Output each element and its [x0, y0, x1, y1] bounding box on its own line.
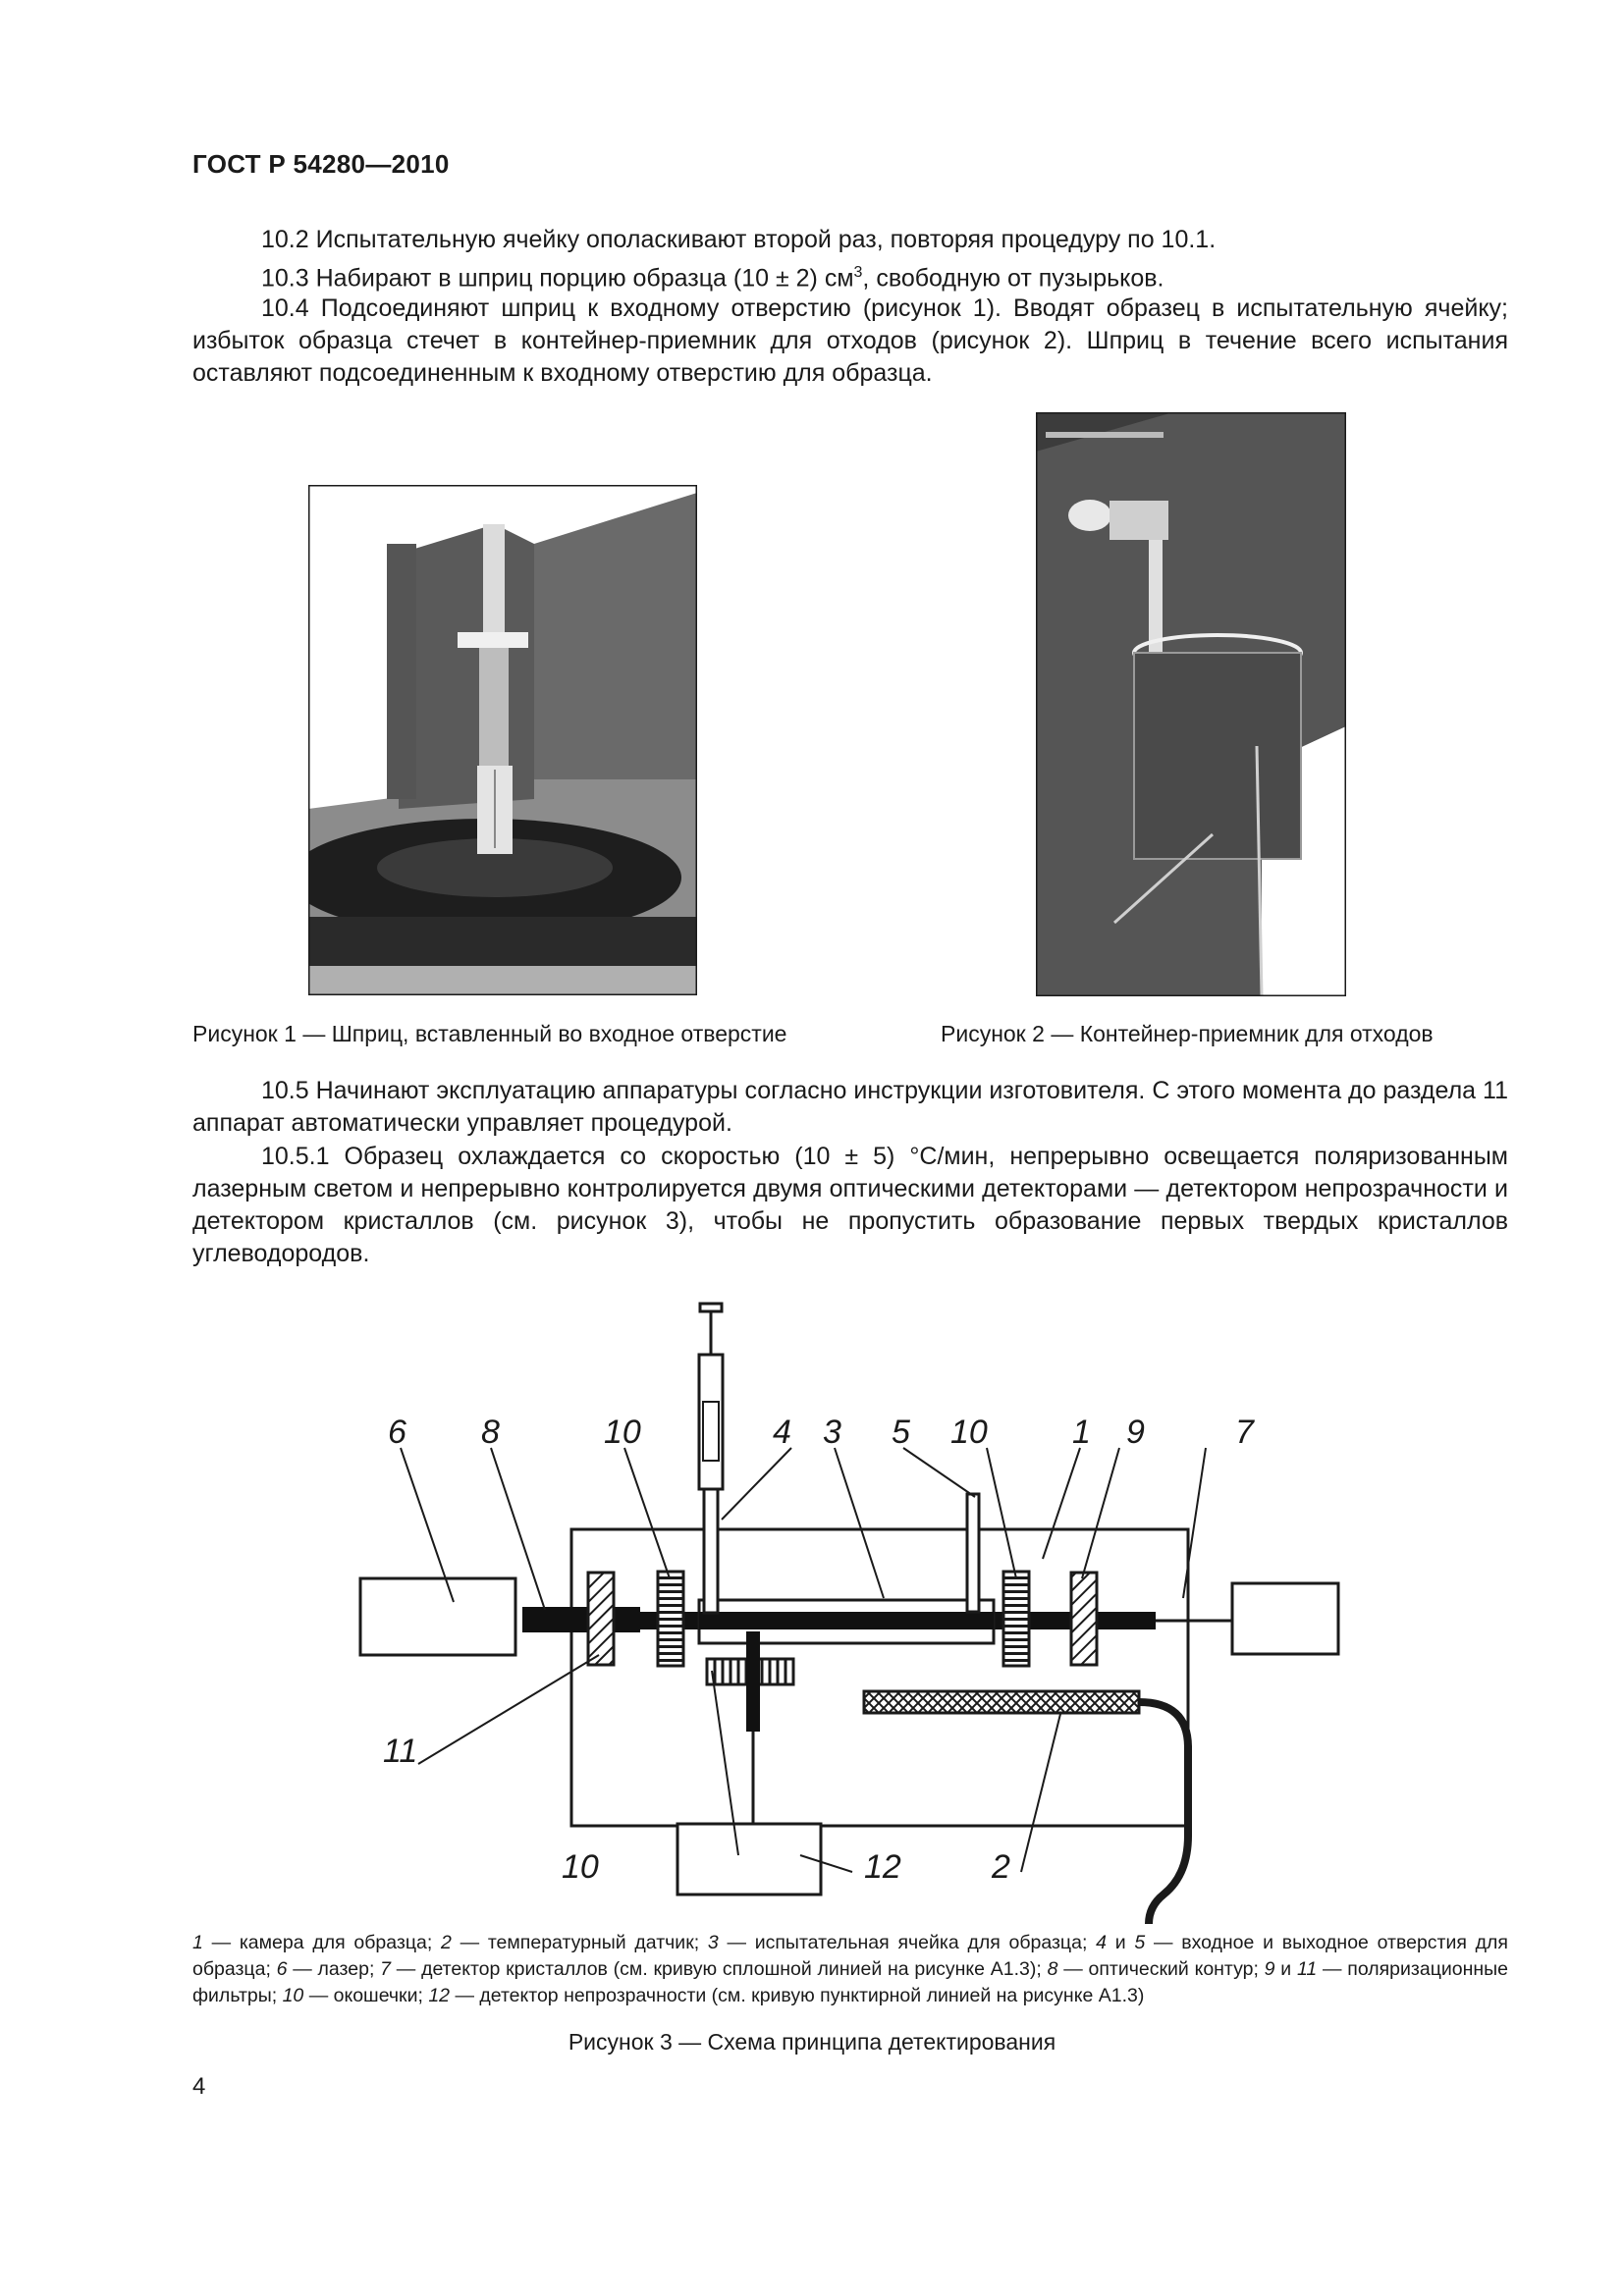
- legend-text-2: — температурный датчик;: [451, 1932, 708, 1953]
- legend-num-9: 9: [1264, 1958, 1275, 1980]
- label-7: 7: [1235, 1414, 1254, 1451]
- legend-num-8: 8: [1047, 1958, 1058, 1980]
- figure-3-legend: [192, 1930, 1508, 2009]
- paragraph-10-5: [192, 1075, 1508, 1140]
- label-2: 2: [992, 1848, 1010, 1886]
- legend-text-1: — камера для образца;: [202, 1932, 441, 1953]
- legend-num-3: 3: [707, 1932, 719, 1953]
- paragraph-10-2: [192, 224, 1508, 256]
- waste-beaker: [1134, 653, 1301, 859]
- legend-num-1: 1: [192, 1932, 203, 1953]
- legend-text-10: — окошечки;: [303, 1985, 429, 2006]
- legend-num-12: 12: [428, 1985, 451, 2006]
- legend-text-6: — лазер;: [287, 1958, 381, 1980]
- temperature-sensor: [864, 1691, 1139, 1713]
- legend-text-3: — испытательная ячейка для образца;: [718, 1932, 1097, 1953]
- legend-text-8: — оптический контур;: [1057, 1958, 1265, 1980]
- label-11: 11: [383, 1733, 418, 1770]
- label-10-left: 10: [604, 1414, 641, 1451]
- label-6: 6: [388, 1414, 406, 1451]
- paragraph-10-3-text: 10.3 Набирают в шприц порцию образца (10 ± 2) см: [261, 264, 854, 293]
- inlet-port: [704, 1489, 718, 1613]
- legend-text-4: и: [1106, 1932, 1135, 1953]
- label-10-bottom: 10: [562, 1848, 599, 1886]
- label-4: 4: [773, 1414, 791, 1451]
- optical-path-beam: [522, 1607, 640, 1632]
- legend-text-7: — детектор кристаллов (см. кривую сплошной линией на рисунке А1.3);: [391, 1958, 1048, 1980]
- polarizing-filter-11: [588, 1573, 614, 1665]
- page-number: 4: [192, 2073, 206, 2100]
- window-left: [658, 1572, 683, 1666]
- paragraph-10-5-1-text: 10.5.1 Образец охлаждается со скоростью (10 ± 5) °С/мин, непрерывно освещается поляризованным лазерным светом и непрерывно контролируется двумя оптическими детекторами — детектором непрозрачности и детектором кристаллов (см. рисунок 3), чтобы не пропустить образование первых твердых кристаллов углеводородов.: [192, 1143, 1508, 1267]
- outlet-tube: [1110, 501, 1168, 540]
- legend-num-5: 5: [1134, 1932, 1146, 1953]
- figure-2-caption: Рисунок 2 — Контейнер-приемник для отходов: [941, 1021, 1434, 1046]
- label-1: 1: [1072, 1414, 1091, 1451]
- window-right: [1003, 1572, 1029, 1666]
- outlet-port: [967, 1494, 979, 1612]
- paragraph-10-3-tail: , свободную от пузырьков.: [862, 264, 1164, 293]
- paragraph-10-3: [192, 256, 1508, 294]
- legend-num-11: 11: [1296, 1958, 1318, 1980]
- syringe-barrel: [479, 648, 509, 766]
- laser-box: [360, 1578, 515, 1655]
- document-header: ГОСТ Р 54280—2010: [192, 149, 450, 179]
- label-10-right: 10: [950, 1414, 988, 1451]
- label-8: 8: [481, 1414, 500, 1451]
- syringe-plunger: [483, 524, 505, 632]
- legend-num-6: 6: [276, 1958, 288, 1980]
- figure-1-caption: Рисунок 1 — Шприц, вставленный во входное отверстие: [192, 1021, 787, 1046]
- opacity-detector-box: [677, 1824, 821, 1895]
- superscript-3: 3: [853, 264, 863, 281]
- label-9: 9: [1126, 1414, 1145, 1451]
- legend-text-5: — входное и выходное отверстия для образца;: [192, 1932, 1508, 1980]
- photo-panel: [534, 493, 697, 819]
- label-12: 12: [864, 1848, 901, 1886]
- label-5: 5: [892, 1414, 910, 1451]
- syringe-flange: [458, 632, 528, 648]
- polarizing-filter-9: [1071, 1573, 1097, 1665]
- legend-num-2: 2: [441, 1932, 452, 1953]
- figure-1-photo: [308, 485, 697, 995]
- legend-text-9: и: [1274, 1958, 1297, 1980]
- paragraph-10-5-text: 10.5 Начинают эксплуатацию аппаратуры согласно инструкции изготовителя. С этого момента до раздела 11 аппарат автоматически управляет процедурой.: [192, 1077, 1508, 1137]
- legend-text-12: — детектор непрозрачности (см. кривую пунктирной линией на рисунке А1.3): [450, 1985, 1145, 2006]
- sensor-cable: [1139, 1702, 1188, 1924]
- crystal-detector-box: [1232, 1583, 1338, 1654]
- paragraph-10-5-1: [192, 1141, 1508, 1270]
- paragraph-10-4-text: 10.4 Подсоединяют шприц к входному отверстию (рисунок 1). Вводят образец в испытательную ячейку; избыток образца стечет в контейнер-приемник для отходов (рисунок 2). Шприц в течение всего испытания оставляют подсоединенным к входному отверстию для образца.: [192, 294, 1508, 387]
- legend-num-7: 7: [380, 1958, 392, 1980]
- outlet-light: [1068, 500, 1111, 531]
- legend-num-4: 4: [1096, 1932, 1107, 1953]
- paragraph-10-4: [192, 293, 1508, 390]
- figure-3-caption: Рисунок 3 — Схема принципа детектирования: [568, 2029, 1056, 2055]
- figure-2-photo: [1036, 412, 1346, 996]
- figure-3-schematic: [334, 1286, 1355, 1924]
- legend-text-11: — поляризационные фильтры;: [192, 1958, 1509, 2006]
- label-3: 3: [823, 1414, 841, 1451]
- legend-num-10: 10: [282, 1985, 304, 2006]
- paragraph-10-2-text: 10.2 Испытательную ячейку ополаскивают второй раз, повторяя процедуру по 10.1.: [261, 226, 1217, 253]
